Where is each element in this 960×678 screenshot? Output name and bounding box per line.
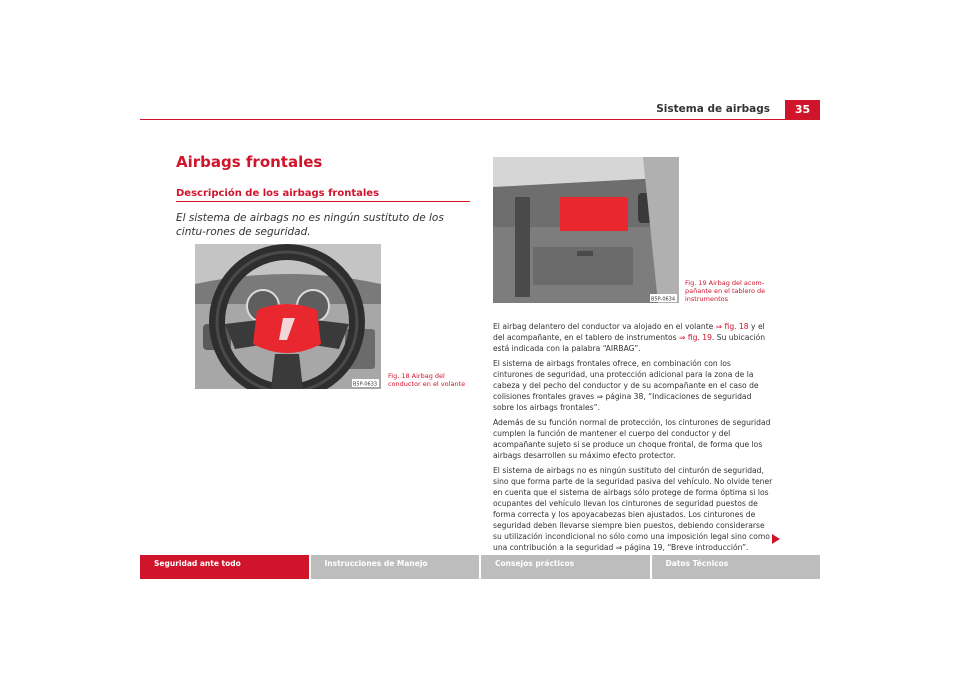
fig18-reference-link[interactable]: ⇒ fig. 18 — [715, 322, 749, 331]
paragraph-3: Además de su función normal de protección, los cinturones de seguridad cumplen la función de mantener el cuerpo del conductor y del acompañante sujeto si se produce un choque frontal, de forma que los airbags desarrollen su máximo efecto protector. — [493, 418, 771, 460]
fig19-reference-link[interactable]: ⇒ fig. 19 — [679, 333, 712, 342]
fig19-code: B5P-0634 — [651, 296, 676, 303]
fig18-caption: Fig. 18 Airbag del conductor en el volante — [388, 372, 466, 388]
header-divider — [140, 119, 820, 120]
intro-text: El sistema de airbags no es ningún sustituto de los cintu-rones de seguridad. — [176, 212, 444, 238]
footer-tab-instrucciones[interactable]: Instrucciones de Manejo — [311, 555, 480, 579]
passenger-airbag-figure — [493, 157, 679, 303]
fig19-caption: Fig. 19 Airbag del acom-pañante en el tablero de instrumentos — [685, 279, 766, 303]
section-title: Airbags frontales — [176, 153, 323, 171]
subsection-divider — [176, 201, 470, 202]
next-page-arrow-icon[interactable] — [772, 534, 780, 544]
footer-tab-consejos[interactable]: Consejos prácticos — [481, 555, 650, 579]
fig18-code: B5P-0633 — [353, 381, 378, 388]
footer-nav — [140, 555, 820, 579]
subsection-title: Descripción de los airbags frontales — [176, 188, 380, 199]
header-title: Sistema de airbags — [656, 103, 770, 115]
paragraph-2: El sistema de airbags frontales ofrece, en combinación con los cinturones de seguridad, una protección adicional para la zona de la cabeza y del pecho del conductor y de su acompañante en el caso de colisiones frontales graves ⇒ página 38, “Indicaciones de seguridad sobre los airbags frontales”. — [493, 359, 759, 412]
paragraph-4: El sistema de airbags no es ningún sustituto del cinturón de seguridad, sino que forma parte de la seguridad pasiva del vehículo. No olvide tener en cuenta que el sistema de airbags sólo protege de forma óptima si los ocupantes del vehículo llevan los cinturones de seguridad puestos de forma correcta y los apoyacabezas bien ajustados. Los cinturones de seguridad deben llevarse siempre bien puestos, debiendo considerarse su utilización incondicional no sólo como una imposición legal sino como una contribución a la seguridad ⇒ página 19, “Breve introducción”. — [493, 466, 773, 552]
paragraph-1: El airbag delantero del conductor va alojado en el volante ⇒ fig. 18 y el del acompañante, en el tablero de instrumentos ⇒ fig. 19. Su ubicación está indicada con la palabra “AIRBAG”. — [493, 322, 766, 353]
body-text — [493, 321, 773, 557]
footer-tab-datos[interactable]: Datos Técnicos — [652, 555, 821, 579]
steering-wheel-airbag-figure — [195, 244, 381, 389]
page-number: 35 — [785, 100, 820, 119]
footer-tab-seguridad[interactable]: Seguridad ante todo — [140, 555, 309, 579]
